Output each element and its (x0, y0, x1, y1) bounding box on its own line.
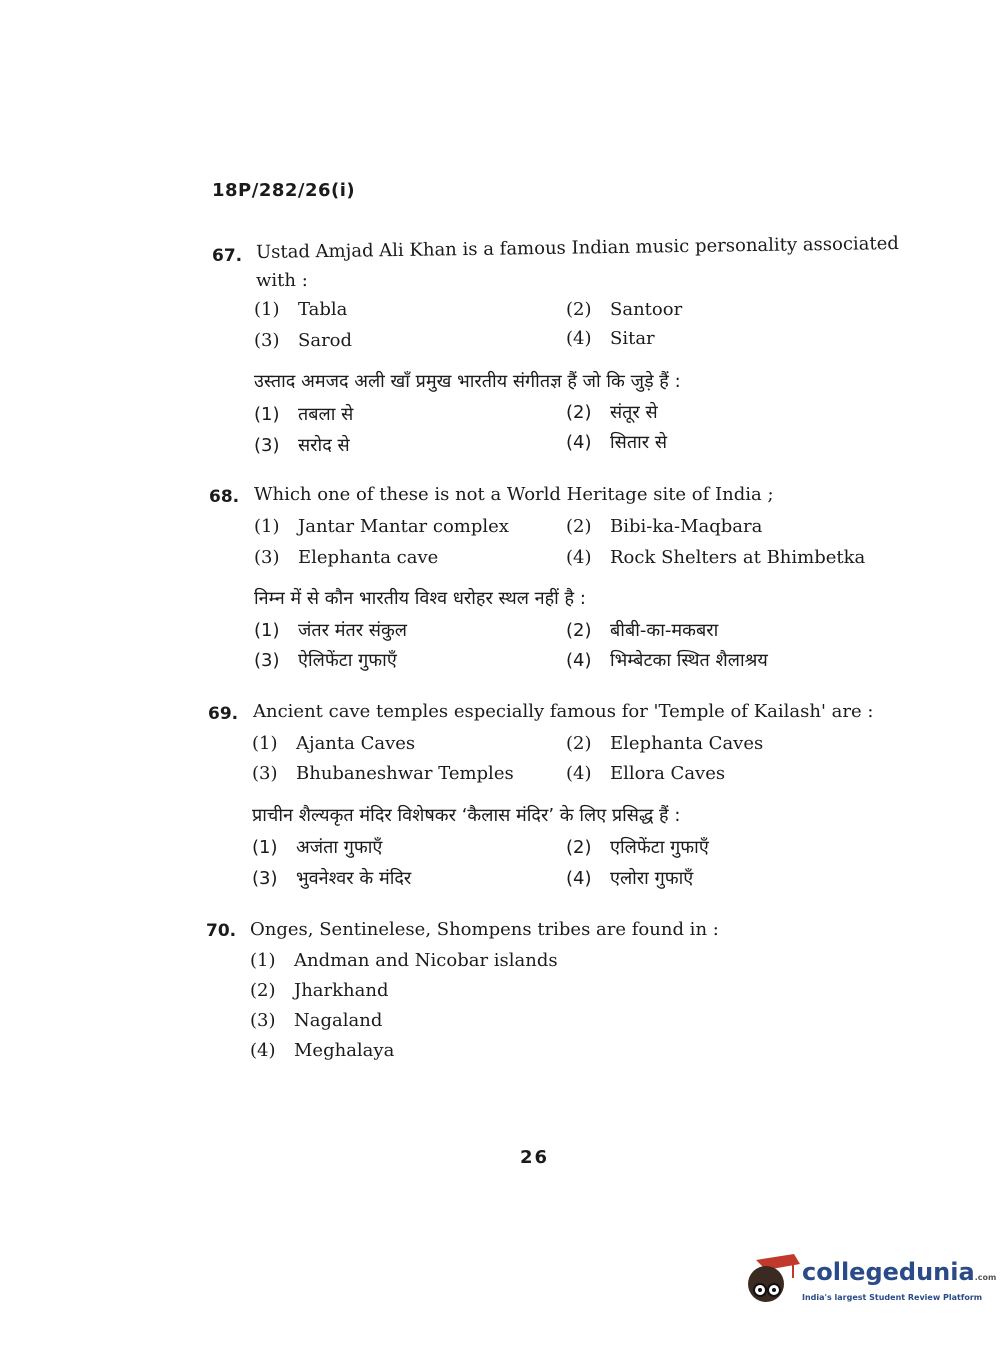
page-number: 26 (520, 1147, 550, 1168)
question-text-en-cont: with : (256, 270, 308, 291)
option-2-en: (2) Santoor (566, 299, 683, 320)
option-3-hi: (3) ऐलिफेंटा गुफाएँ (254, 650, 397, 671)
paper-code: 18P/282/26(i) (212, 180, 356, 201)
option-1-en: (1) Jantar Mantar complex (254, 516, 509, 537)
option-4-en: (4) Sitar (566, 328, 655, 349)
option-1-hi: (1) तबला से (254, 404, 354, 425)
option-3-en: (3) Nagaland (250, 1010, 383, 1031)
option-4-en: (4) Rock Shelters at Bhimbetka (566, 547, 866, 568)
question-number: 69. (208, 704, 239, 724)
option-3-hi: (3) सरोद से (254, 435, 350, 456)
question-text-hi: प्राचीन शैल्यकृत मंदिर विशेषकर ‘कैलास मंदिर’ के लिए प्रसिद्ध हैं : (252, 805, 681, 826)
option-2-en: (2) Bibi-ka-Maqbara (566, 516, 763, 537)
option-4-hi: (4) भिम्बेटका स्थित शैलाश्रय (566, 650, 768, 671)
question-number: 70. (206, 921, 237, 941)
option-3-en: (3) Sarod (254, 330, 353, 351)
question-text-en: Ustad Amjad Ali Khan is a famous Indian music personality associated (255, 233, 899, 263)
question-text-en: Onges, Sentinelese, Shompens tribes are found in : (250, 919, 719, 940)
question-number: 67. (212, 246, 243, 266)
option-2-en: (2) Jharkhand (250, 980, 389, 1001)
option-4-en: (4) Meghalaya (250, 1040, 395, 1061)
option-1-en: (1) Tabla (254, 299, 348, 320)
option-1-hi: (1) जंतर मंतर संकुल (254, 620, 408, 641)
logo-wordmark: collegedunia.com (802, 1258, 997, 1286)
question-text-hi: उस्ताद अमजद अली खाँ प्रमुख भारतीय संगीतज्ञ हैं जो कि जुड़े हैं : (254, 371, 681, 392)
option-1-en: (1) Andman and Nicobar islands (250, 950, 558, 971)
mascot-icon (742, 1250, 800, 1310)
option-2-hi: (2) एलिफेंटा गुफाएँ (566, 837, 709, 858)
option-3-en: (3) Bhubaneshwar Temples (252, 763, 514, 784)
logo-tagline: India's largest Student Review Platform (802, 1293, 983, 1302)
option-1-en: (1) Ajanta Caves (252, 733, 416, 754)
option-4-hi: (4) सितार से (566, 432, 668, 453)
option-2-hi: (2) संतूर से (566, 402, 658, 423)
question-number: 68. (209, 487, 240, 507)
option-1-hi: (1) अजंता गुफाएँ (252, 837, 383, 858)
option-2-en: (2) Elephanta Caves (566, 733, 764, 754)
option-4-en: (4) Ellora Caves (566, 763, 726, 784)
question-text-hi: निम्न में से कौन भारतीय विश्व धरोहर स्थल नहीं है : (254, 588, 586, 609)
question-text-en: Ancient cave temples especially famous for 'Temple of Kailash' are : (253, 701, 874, 722)
option-3-hi: (3) भुवनेश्वर के मंदिर (252, 868, 412, 889)
option-2-hi: (2) बीबी-का-मकबरा (566, 620, 719, 641)
question-text-en: Which one of these is not a World Heritage site of India ; (254, 484, 774, 505)
option-4-hi: (4) एलोरा गुफाएँ (566, 868, 694, 889)
collegedunia-logo[interactable] (742, 1250, 997, 1310)
option-3-en: (3) Elephanta cave (254, 547, 439, 568)
